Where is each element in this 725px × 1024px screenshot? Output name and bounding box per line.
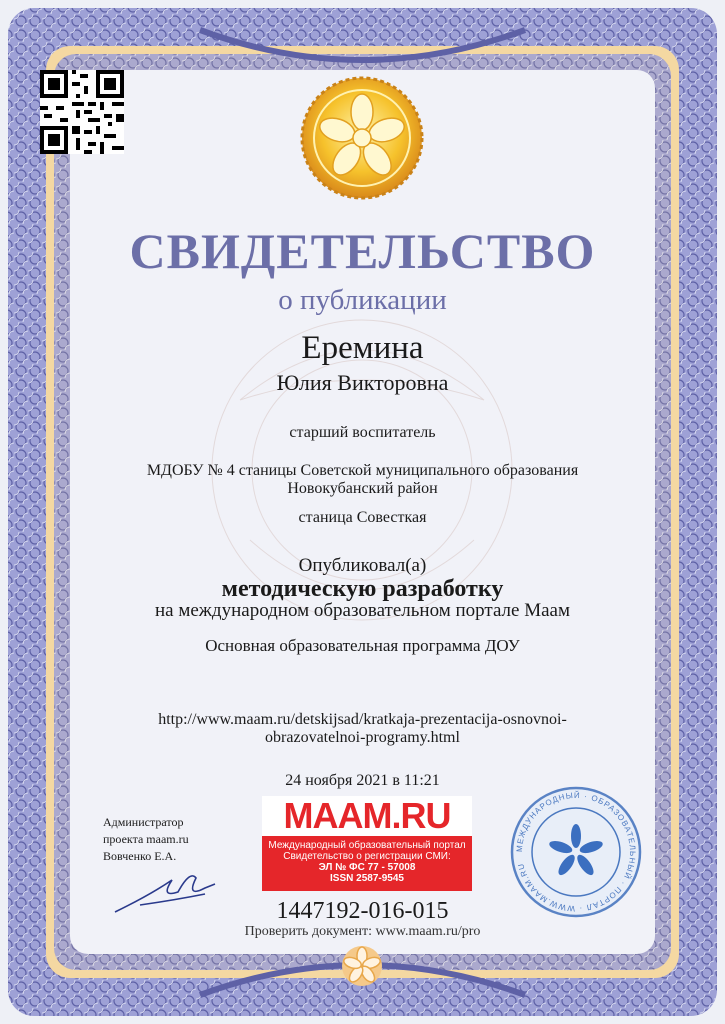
recipient-city: станица Совесткая — [298, 509, 427, 526]
gold-seal-icon — [302, 78, 422, 198]
recipient-position: старший воспитатель — [289, 424, 436, 441]
document-number: 1447192-016-015 — [276, 898, 449, 924]
recipient-given-names: Юлия Викторовна — [276, 370, 449, 395]
recipient-organization — [0, 462, 725, 498]
portal-line: на международном образовательном портале Маам — [154, 600, 571, 621]
recipient-surname: Еремина — [301, 330, 424, 366]
verify-link[interactable]: Проверить документ: www.maam.ru/pro — [244, 924, 481, 939]
publication-date: 24 ноября 2021 в 11:21 — [285, 772, 440, 789]
maam-logo — [262, 796, 472, 891]
publication-title: Основная образовательная программа ДОУ — [205, 636, 520, 655]
logo-issn: ISSN 2587-9545 — [330, 873, 404, 884]
stamp-ring-text: МЕЖДУНАРОДНЫЙ · ОБРАЗОВАТЕЛЬНЫЙ · ПОРТАЛ · WWW.MAAM.RU — [514, 790, 638, 914]
url-line: http://www.maam.ru/detskijsad/kratkaja-prezentacija-osnovnoi- — [158, 711, 567, 728]
logo-info-line: Международный образовательный портал — [268, 840, 466, 851]
logo-reg-number: ЭЛ № ФС 77 - 57008 — [318, 862, 416, 873]
organization-line: Новокубанский район — [287, 480, 438, 497]
logo-info-line: Свидетельство о регистрации СМИ: — [283, 851, 451, 862]
qr-code-icon — [40, 70, 124, 154]
portal-stamp-icon — [512, 788, 640, 916]
admin-line: Администратор — [103, 815, 184, 829]
bottom-flower-icon — [342, 946, 382, 986]
logo-info — [262, 836, 472, 884]
admin-line: Вовченко Е.А. — [103, 849, 177, 863]
organization-line: МДОБУ № 4 станицы Советской муниципального образования — [146, 462, 579, 479]
admin-line: проекта maam.ru — [103, 832, 189, 846]
certificate-title: СВИДЕТЕЛЬСТВО — [129, 223, 596, 279]
url-line: obrazovatelnoi-programy.html — [265, 729, 460, 746]
publication-type: методическую разработку — [221, 576, 504, 602]
published-label: Опубликовал(а) — [298, 555, 427, 576]
publication-url[interactable] — [0, 711, 725, 747]
admin-block — [103, 814, 233, 865]
logo-brand: MAAM.RU — [262, 796, 472, 836]
certificate-subtitle: о публикации — [278, 284, 447, 316]
